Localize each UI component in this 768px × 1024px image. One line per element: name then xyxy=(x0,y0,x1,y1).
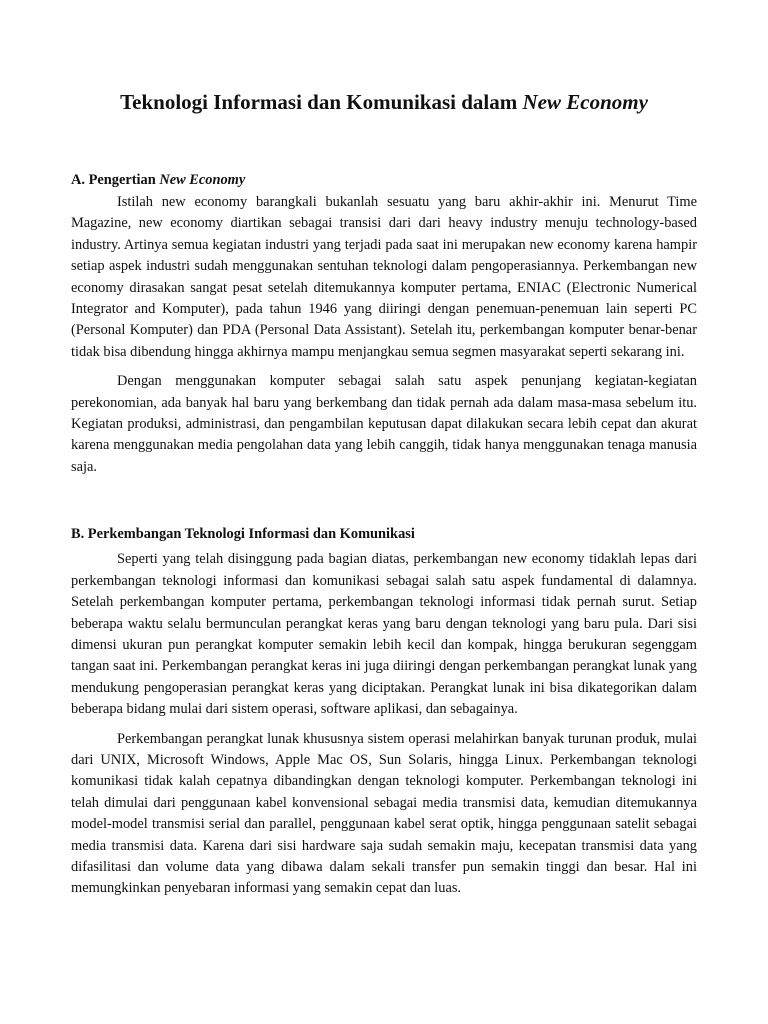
section-a-heading-italic: New Economy xyxy=(159,172,246,188)
section-b-paragraph-2: Perkembangan perangkat lunak khususnya sistem operasi melahirkan banyak turunan produk, mulai dari UNIX, Microsoft Windows, Apple Mac OS, Sun Solaris, hingga Linux. Perkembangan teknologi komunikasi tidak kalah cepatnya dibandingkan dengan teknologi komputer. Perkembangan teknologi ini telah dimulai dari penggunaan kabel konvensional sebagai media transmisi data, kemudian ditemukannya model-model transmisi serial dan parallel, penggunaan kabel serat optik, hingga penggunaan satelit sebagai media transmisi data. Karena dari sisi hardware saja sudah semakin maju, kecepatan transmisi data yang difasilitasi dan volume data yang dibawa dalam sekali transfer pun semakin tinggi dan besar. Hal ini memungkinkan penyebaran informasi yang semakin cepat dan luas. xyxy=(71,730,697,897)
section-b-paragraph-1: Seperti yang telah disinggung pada bagian diatas, perkembangan new economy tidaklah lepas dari perkembangan teknologi informasi dan komunikasi sebagai salah satu aspek fundamental di dalamnya. Setelah perkembangan komputer pertama, perkembangan teknologi informasi tidak pernah surut. Setiap beberapa waktu selalu bermunculan perangkat keras yang baru dengan teknologi yang baru pula. Dari sisi dimensi ukuran pun perangkat komputer semakin lebih kecil dan kompak, hingga berukuran segenggam tangan saat ini. Perkembangan perangkat keras ini juga diiringi dengan perkembangan perangkat lunak yang mendukung pengoperasian perangkat keras yang diciptakan. Perangkat lunak ini bisa dikategorikan dalam beberapa bidang mulai dari sistem operasi, software aplikasi, dan sebagainya. xyxy=(71,551,697,718)
section-a-paragraph-2: Dengan menggunakan komputer sebagai salah satu aspek penunjang kegiatan-kegiatan perekonomian, ada banyak hal baru yang berkembang dan tidak pernah ada dalam masa-masa sebelum itu. Kegiatan produksi, administrasi, dan pengambilan keputusan dapat dilakukan secara lebih cepat dan akurat karena menggunakan media pengolahan data yang lebih canggih, tidak hanya menggunakan tenaga manusia saja. xyxy=(71,373,697,475)
document-title xyxy=(71,88,697,116)
section-a-paragraph-1: Istilah new economy barangkali bukanlah sesuatu yang baru akhir-akhir ini. Menurut Time Magazine, new economy diartikan sebagai transisi dari dari heavy industry menuju technology-based industry. Artinya semua kegiatan industri yang terjadi pada saat ini merupakan new economy karena hampir setiap aspek industri sudah menggunakan sentuhan teknologi dalam pengoperasiannya. Perkembangan new economy dirasakan sangat pesat setelah ditemukannya komputer pertama, ENIAC (Electronic Numerical Integrator and Komputer), pada tahun 1946 yang diiringi dengan penemuan-penemuan lain seperti PC (Personal Komputer) dan PDA (Personal Data Assistant). Setelah itu, perkembangan komputer benar-benar tidak bisa dibendung hingga akhirnya mampu menjangkau semua segmen masyarakat seperti sekarang ini. xyxy=(71,194,697,360)
section-b-heading: B. Perkembangan Teknologi Informasi dan Komunikasi xyxy=(71,526,415,543)
document-title-italic: New Economy xyxy=(522,90,648,114)
section-a-heading-prefix: A. Pengertian xyxy=(71,172,160,188)
section-a-heading xyxy=(71,170,697,190)
document-title-main: Teknologi Informasi dan Komunikasi dalam xyxy=(120,90,523,114)
